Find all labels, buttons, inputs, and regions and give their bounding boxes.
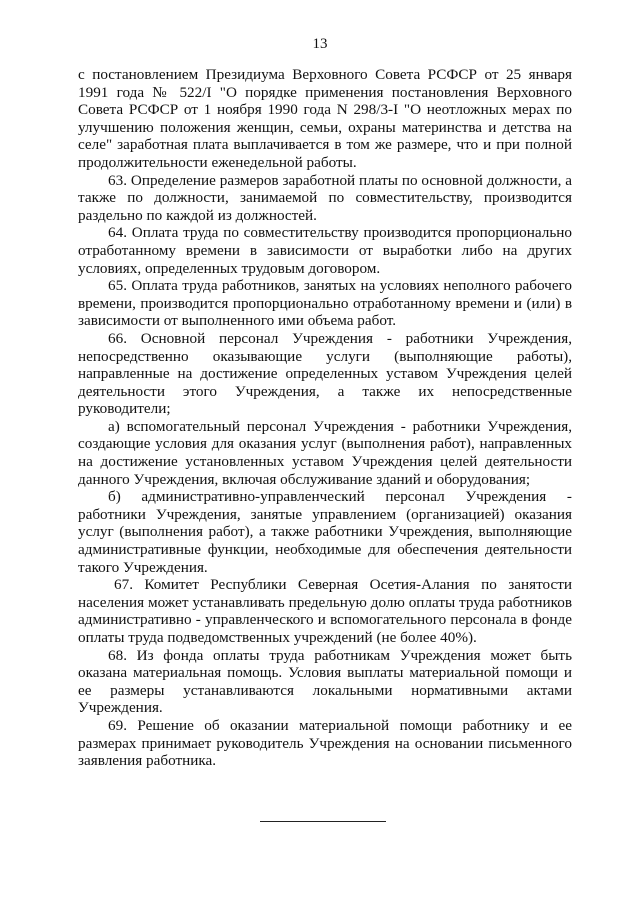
paragraph-67: 67. Комитет Республики Северная Осетия-Алания по занятости населения может устанавливать предельную долю оплаты труда работников административно - управленческого и вспомогательного персонала в фонде оплаты труда подведомственных учреждений (не более 40%).	[78, 576, 572, 646]
paragraph-69: 69. Решение об оказании материальной помощи работнику и ее размерах принимает руководитель Учреждения на основании письменного заявления работника.	[78, 716, 572, 770]
page-number: 13	[312, 36, 328, 52]
paragraph-66-a: а) вспомогательный персонал Учреждения - работники Учреждения, создающие условия для оказания услуг (выполнения работ), направленных на достижение установленных уставом Учреждения целей деятельности данного Учреждения, включая обслуживание зданий и оборудования;	[78, 417, 572, 488]
paragraph-68: 68. Из фонда оплаты труда работникам Учреждения может быть оказана материальная помощь. Условия выплаты материальной помощи и ее размеры устанавливаются локальными нормативными актами Учреждения.	[78, 646, 572, 717]
paragraph-66: 66. Основной персонал Учреждения - работники Учреждения, непосредственно оказывающие услуги (выполняющие работы), направленные на достижение определенных уставом Учреждения целей деятельности этого Учреждения, а также их непосредственные руководители;	[78, 329, 572, 418]
document-body	[78, 66, 572, 770]
paragraph-63: 63. Определение размеров заработной платы по основной должности, а также по должности, занимаемой по совместительству, производится раздельно по каждой из должностей.	[78, 171, 572, 224]
paragraph-66-b: б) административно-управленческий персонал Учреждения - работники Учреждения, занятые управлением (организацией) оказания услуг (выполнения работ), а также работники Учреждения, выполняющие административные функции, необходимые для обеспечения деятельности такого Учреждения.	[78, 488, 572, 576]
end-rule	[260, 821, 386, 822]
paragraph-65: 65. Оплата труда работников, занятых на условиях неполного рабочего времени, производится пропорционально отработанному времени и (или) в зависимости от выполненного ими объема работ.	[78, 277, 572, 330]
paragraph-64: 64. Оплата труда по совместительству производится пропорционально отработанному времени в зависимости от выработки либо на других условиях, определенных трудовым договором.	[78, 224, 572, 277]
paragraph-continuation: с постановлением Президиума Верховного Совета РСФСР от 25 января 1991 года № 522/I "О порядке применения постановления Верховного Совета РСФСР от 1 ноября 1990 года N 298/3-I "О неотложных мерах по улучшению положения женщин, семьи, охраны материнства и детства на селе" заработная плата выплачивается в том же размере, что и при полной продолжительности еженедельной работы.	[78, 66, 572, 171]
